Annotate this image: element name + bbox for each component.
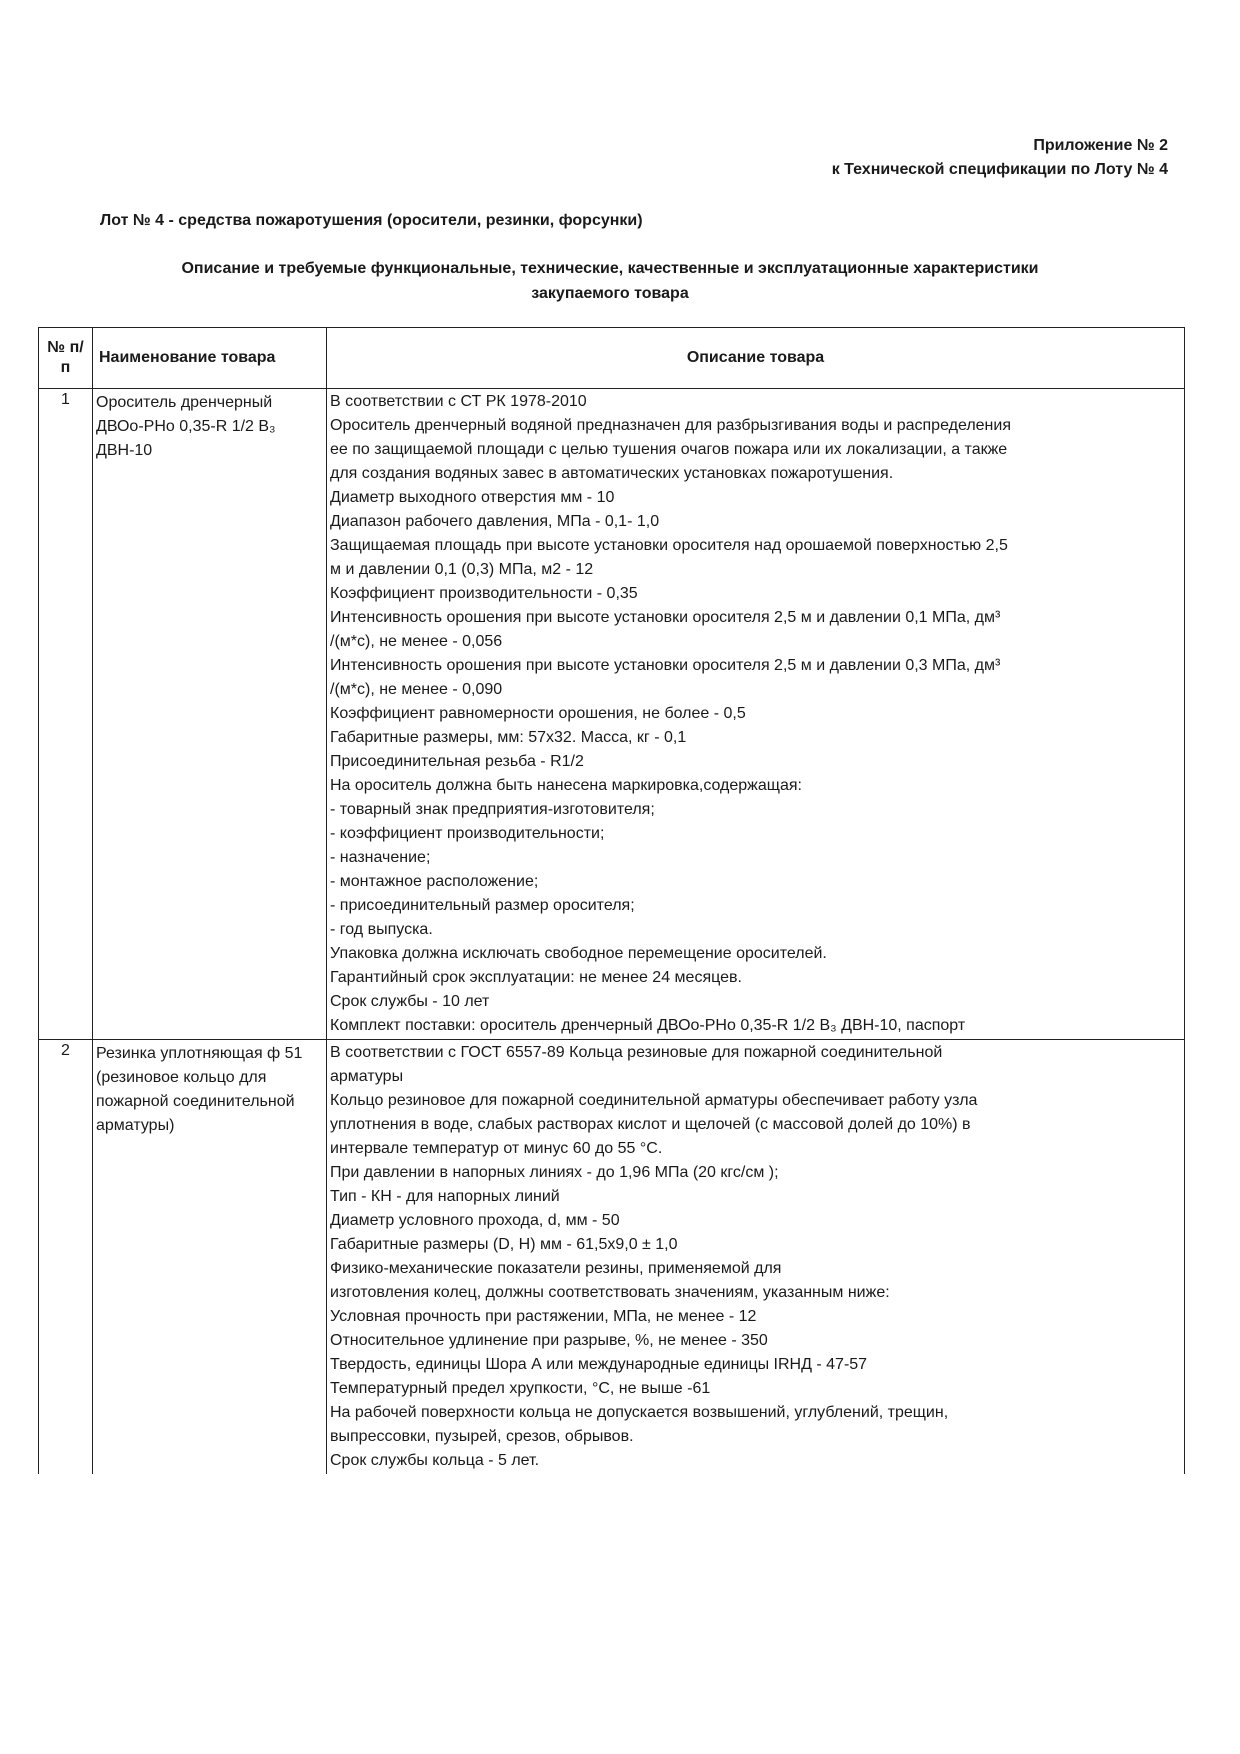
appendix-number: Приложение № 2 (1033, 137, 1168, 154)
lot-title: Лот № 4 - средства пожаротушения (оросители, резинки, форсунки) (100, 212, 643, 229)
description-line: /(м*с), не менее - 0,056 (330, 633, 503, 650)
description-line: уплотнения в воде, слабых растворах кислот и щелочей (с массовой долей до 10%) в (330, 1116, 971, 1133)
description-line: - назначение; (330, 849, 431, 866)
description-title (60, 256, 1160, 306)
appendix-reference (832, 134, 1168, 182)
description-line: арматуры (330, 1068, 404, 1085)
description-line: Упаковка должна исключать свободное перемещение оросителей. (330, 945, 827, 962)
description-line: Условная прочность при растяжении, МПа, не менее - 12 (330, 1308, 757, 1325)
description-line: - год выпуска. (330, 921, 433, 938)
description-line: - товарный знак предприятия-изготовителя; (330, 801, 655, 818)
row-number: 2 (39, 1040, 93, 1475)
description-line: На рабочей поверхности кольца не допускается возвышений, углублений, трещин, (330, 1404, 949, 1421)
description-line: Гарантийный срок эксплуатации: не менее 24 месяцев. (330, 969, 742, 986)
description-line: Присоединительная резьба - R1/2 (330, 753, 584, 770)
description-line: - коэффициент производительности; (330, 825, 605, 842)
description-title-line2: закупаемого товара (531, 285, 689, 302)
description-line: Относительное удлинение при разрыве, %, не менее - 350 (330, 1332, 768, 1349)
table-header-row (39, 328, 1185, 389)
description-line: выпрессовки, пузырей, срезов, обрывов. (330, 1428, 634, 1445)
description-line: В соответствии с СТ РК 1978-2010 (330, 393, 587, 410)
appendix-spec-reference: к Технической спецификации по Лоту № 4 (831, 161, 1168, 178)
description-line: Комплект поставки: ороситель дренчерный ДВОо-РНо 0,35-R 1/2 В₃ ДВН-10, паспорт (330, 1017, 966, 1034)
description-line: Кольцо резиновое для пожарной соединительной арматуры обеспечивает работу узла (330, 1092, 978, 1109)
description-line: /(м*с), не менее - 0,090 (330, 681, 503, 698)
description-line: Твердость, единицы Шора А или международные единицы IRHД - 47-57 (330, 1356, 868, 1373)
description-line: Температурный предел хрупкости, °С, не выше -61 (330, 1380, 711, 1397)
description-line: В соответствии с ГОСТ 6557-89 Кольца резиновые для пожарной соединительной (330, 1044, 943, 1061)
description-line: Срок службы кольца - 5 лет. (330, 1452, 540, 1469)
description-line: Диапазон рабочего давления, МПа - 0,1- 1,0 (330, 513, 660, 530)
description-line: для создания водяных завес в автоматических установках пожаротушения. (330, 465, 894, 482)
description-line: Физико-механические показатели резины, применяемой для (330, 1260, 782, 1277)
product-description (327, 1040, 1185, 1475)
description-line: ее по защищаемой площади с целью тушения очагов пожара или их локализации, а также (330, 441, 1008, 458)
header-number: № п/п (39, 328, 93, 389)
description-line: Коэффициент производительности - 0,35 (330, 585, 638, 602)
product-description (327, 389, 1185, 1040)
row-number: 1 (39, 389, 93, 1040)
description-line: интервале температур от минус 60 до 55 °С. (330, 1140, 663, 1157)
description-line: Габаритные размеры (D, H) мм - 61,5х9,0 ± 1,0 (330, 1236, 678, 1253)
description-line: - монтажное расположение; (330, 873, 539, 890)
description-line: Габаритные размеры, мм: 57х32. Масса, кг - 0,1 (330, 729, 687, 746)
description-line: Коэффициент равномерности орошения, не более - 0,5 (330, 705, 746, 722)
description-line: Интенсивность орошения при высоте установки оросителя 2,5 м и давлении 0,3 МПа, дм³ (330, 657, 1001, 674)
description-line: Тип - КН - для напорных линий (330, 1188, 560, 1205)
description-line: м и давлении 0,1 (0,3) МПа, м2 - 12 (330, 561, 594, 578)
description-line: Ороситель дренчерный водяной предназначен для разбрызгивания воды и распределения (330, 417, 1011, 434)
description-line: изготовления колец, должны соответствовать значениям, указанным ниже: (330, 1284, 890, 1301)
description-line: Диаметр условного прохода, d, мм - 50 (330, 1212, 620, 1229)
description-line: Срок службы - 10 лет (330, 993, 490, 1010)
description-line: - присоединительный размер оросителя; (330, 897, 635, 914)
description-line: При давлении в напорных линиях - до 1,96 МПа (20 кгс/см ); (330, 1164, 779, 1181)
product-name: Ороситель дренчерный ДВОо-РНо 0,35-R 1/2 В₃ ДВН-10 (93, 389, 327, 1040)
specification-table (38, 327, 1185, 1474)
description-title-line1: Описание и требуемые функциональные, технические, качественные и эксплуатационные характеристики (181, 260, 1039, 277)
header-description: Описание товара (327, 328, 1185, 389)
description-line: Диаметр выходного отверстия мм - 10 (330, 489, 615, 506)
table-row (39, 1040, 1185, 1475)
table-row (39, 389, 1185, 1040)
description-line: Интенсивность орошения при высоте установки оросителя 2,5 м и давлении 0,1 МПа, дм³ (330, 609, 1001, 626)
header-name: Наименование товара (93, 328, 327, 389)
description-line: На ороситель должна быть нанесена маркировка,содержащая: (330, 777, 802, 794)
description-line: Защищаемая площадь при высоте установки оросителя над орошаемой поверхностью 2,5 (330, 537, 1008, 554)
product-name: Резинка уплотняющая ф 51 (резиновое кольцо для пожарной соединительной арматуры) (93, 1040, 327, 1475)
